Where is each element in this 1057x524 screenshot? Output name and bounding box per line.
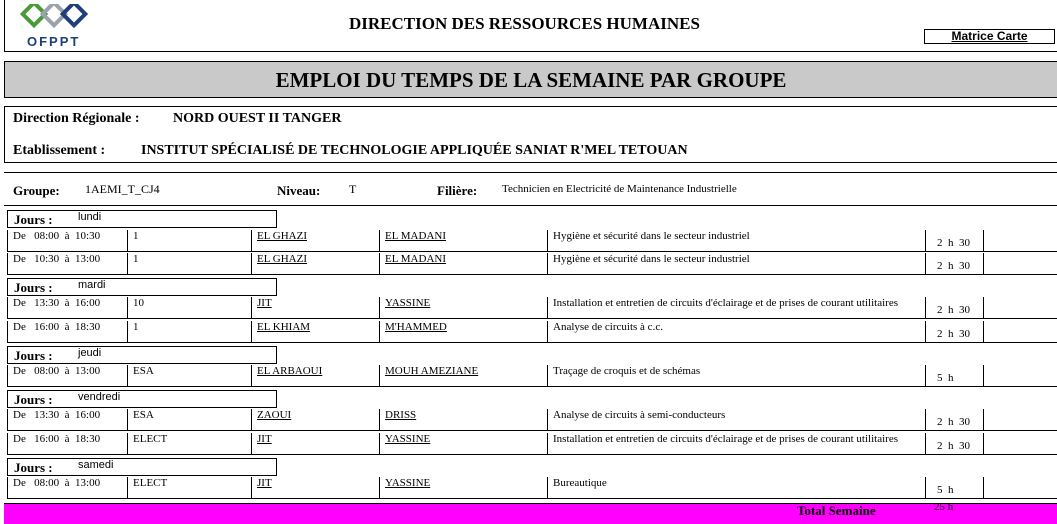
direction-label: Direction Régionale : xyxy=(13,111,140,126)
day-name: vendredi xyxy=(78,391,121,403)
session-row xyxy=(7,433,1057,455)
jours-label: Jours : xyxy=(14,280,53,295)
jours-label: Jours : xyxy=(14,392,53,407)
session-row xyxy=(7,365,1057,387)
session-salle: 1 xyxy=(127,230,251,251)
jours-label: Jours : xyxy=(14,348,53,363)
formateur-prenom-link[interactable]: MOUH AMEZIANE xyxy=(379,365,547,386)
direction-value: NORD OUEST II TANGER xyxy=(173,111,342,126)
groupe-value: 1AEMI_T_CJ4 xyxy=(85,182,160,196)
session-empty-cell xyxy=(983,253,1057,274)
page-title: EMPLOI DU TEMPS DE LA SEMAINE PAR GROUPE xyxy=(275,68,787,92)
session-module: Analyse de circuits à semi-conducteurs xyxy=(547,409,925,430)
session-empty-cell xyxy=(983,409,1057,430)
formateur-prenom-link[interactable]: EL MADANI xyxy=(379,253,547,274)
session-row xyxy=(7,230,1057,252)
session-row xyxy=(7,321,1057,343)
formateur-prenom-link[interactable]: YASSINE xyxy=(379,477,547,498)
session-time: De 08:00 à 13:00 xyxy=(7,365,127,386)
session-duree: 2 h 30 xyxy=(925,433,983,454)
session-empty-cell xyxy=(983,477,1057,498)
session-module: Analyse de circuits à c.c. xyxy=(547,321,925,342)
session-salle: ELECT xyxy=(127,477,251,498)
formateur-nom-link[interactable]: EL GHAZI xyxy=(251,230,379,251)
formateur-prenom-link[interactable]: EL MADANI xyxy=(379,230,547,251)
session-time: De 08:00 à 10:30 xyxy=(7,230,127,251)
day-header-lundi xyxy=(7,210,277,228)
formateur-nom-link[interactable]: EL ARBAOUI xyxy=(251,365,379,386)
session-empty-cell xyxy=(983,321,1057,342)
session-time: De 16:00 à 18:30 xyxy=(7,321,127,342)
matrice-carte-button[interactable]: Matrice Carte xyxy=(924,29,1055,44)
session-module: Installation et entretien de circuits d'éclairage et de prises de courant utilitaires xyxy=(547,297,925,318)
session-row xyxy=(7,253,1057,275)
jours-label: Jours : xyxy=(14,460,53,475)
groupe-label: Groupe: xyxy=(13,183,60,198)
session-duree: 2 h 30 xyxy=(925,409,983,430)
formateur-prenom-link[interactable]: DRISS xyxy=(379,409,547,430)
session-module: Traçage de croquis et de schémas xyxy=(547,365,925,386)
session-empty-cell xyxy=(983,365,1057,386)
niveau-value: T xyxy=(349,182,357,196)
filiere-label: Filière: xyxy=(437,183,478,198)
session-module: Hygiène et sécurité dans le secteur industriel xyxy=(547,253,925,274)
session-duree: 2 h 30 xyxy=(925,321,983,342)
session-row xyxy=(7,297,1057,319)
session-time: De 10:30 à 13:00 xyxy=(7,253,127,274)
session-module: Hygiène et sécurité dans le secteur industriel xyxy=(547,230,925,251)
day-header-samedi xyxy=(7,458,277,476)
session-row xyxy=(7,477,1057,499)
day-name: lundi xyxy=(78,211,102,223)
session-empty-cell xyxy=(983,433,1057,454)
etablissement-value: INSTITUT SPÉCIALISÉ DE TECHNOLOGIE APPLIQUÉE SANIAT R'MEL TETOUAN xyxy=(141,143,688,158)
session-salle: ELECT xyxy=(127,433,251,454)
formateur-nom-link[interactable]: ZAOUI xyxy=(251,409,379,430)
total-label: Total Semaine xyxy=(797,503,876,518)
session-salle: 1 xyxy=(127,253,251,274)
day-header-jeudi xyxy=(7,346,277,364)
session-empty-cell xyxy=(983,230,1057,251)
formateur-prenom-link[interactable]: YASSINE xyxy=(379,297,547,318)
session-salle: 1 xyxy=(127,321,251,342)
jours-label: Jours : xyxy=(14,212,53,227)
formateur-prenom-link[interactable]: M'HAMMED xyxy=(379,321,547,342)
formateur-nom-link[interactable]: JIT xyxy=(251,297,379,318)
session-salle: 10 xyxy=(127,297,251,318)
session-time: De 13:30 à 16:00 xyxy=(7,297,127,318)
session-module: Installation et entretien de circuits d'éclairage et de prises de courant utilitaires xyxy=(547,433,925,454)
day-header-vendredi xyxy=(7,390,277,408)
formateur-nom-link[interactable]: JIT xyxy=(251,433,379,454)
session-duree: 2 h 30 xyxy=(925,253,983,274)
session-salle: ESA xyxy=(127,409,251,430)
direction-title: DIRECTION DES RESSOURCES HUMAINES xyxy=(349,14,700,33)
formateur-nom-link[interactable]: JIT xyxy=(251,477,379,498)
session-duree: 2 h 30 xyxy=(925,297,983,318)
niveau-label: Niveau: xyxy=(277,183,321,198)
formateur-nom-link[interactable]: EL GHAZI xyxy=(251,253,379,274)
session-salle: ESA xyxy=(127,365,251,386)
session-time: De 16:00 à 18:30 xyxy=(7,433,127,454)
session-duree: 5 h xyxy=(925,365,983,386)
day-name: jeudi xyxy=(78,347,102,359)
session-module: Bureautique xyxy=(547,477,925,498)
day-name: mardi xyxy=(78,279,106,291)
session-row xyxy=(7,409,1057,431)
etablissement-label: Etablissement : xyxy=(13,143,106,158)
session-empty-cell xyxy=(983,297,1057,318)
session-duree: 2 h 30 xyxy=(925,230,983,251)
total-value: 25 h xyxy=(934,501,954,513)
logo-text: OFPPT xyxy=(27,34,81,49)
formateur-prenom-link[interactable]: YASSINE xyxy=(379,433,547,454)
session-time: De 13:30 à 16:00 xyxy=(7,409,127,430)
day-name: samedi xyxy=(78,459,114,471)
session-time: De 08:00 à 13:00 xyxy=(7,477,127,498)
formateur-nom-link[interactable]: EL KHIAM xyxy=(251,321,379,342)
session-duree: 5 h xyxy=(925,477,983,498)
day-header-mardi xyxy=(7,278,277,296)
filiere-value: Technicien en Electricité de Maintenance Industrielle xyxy=(502,183,737,195)
